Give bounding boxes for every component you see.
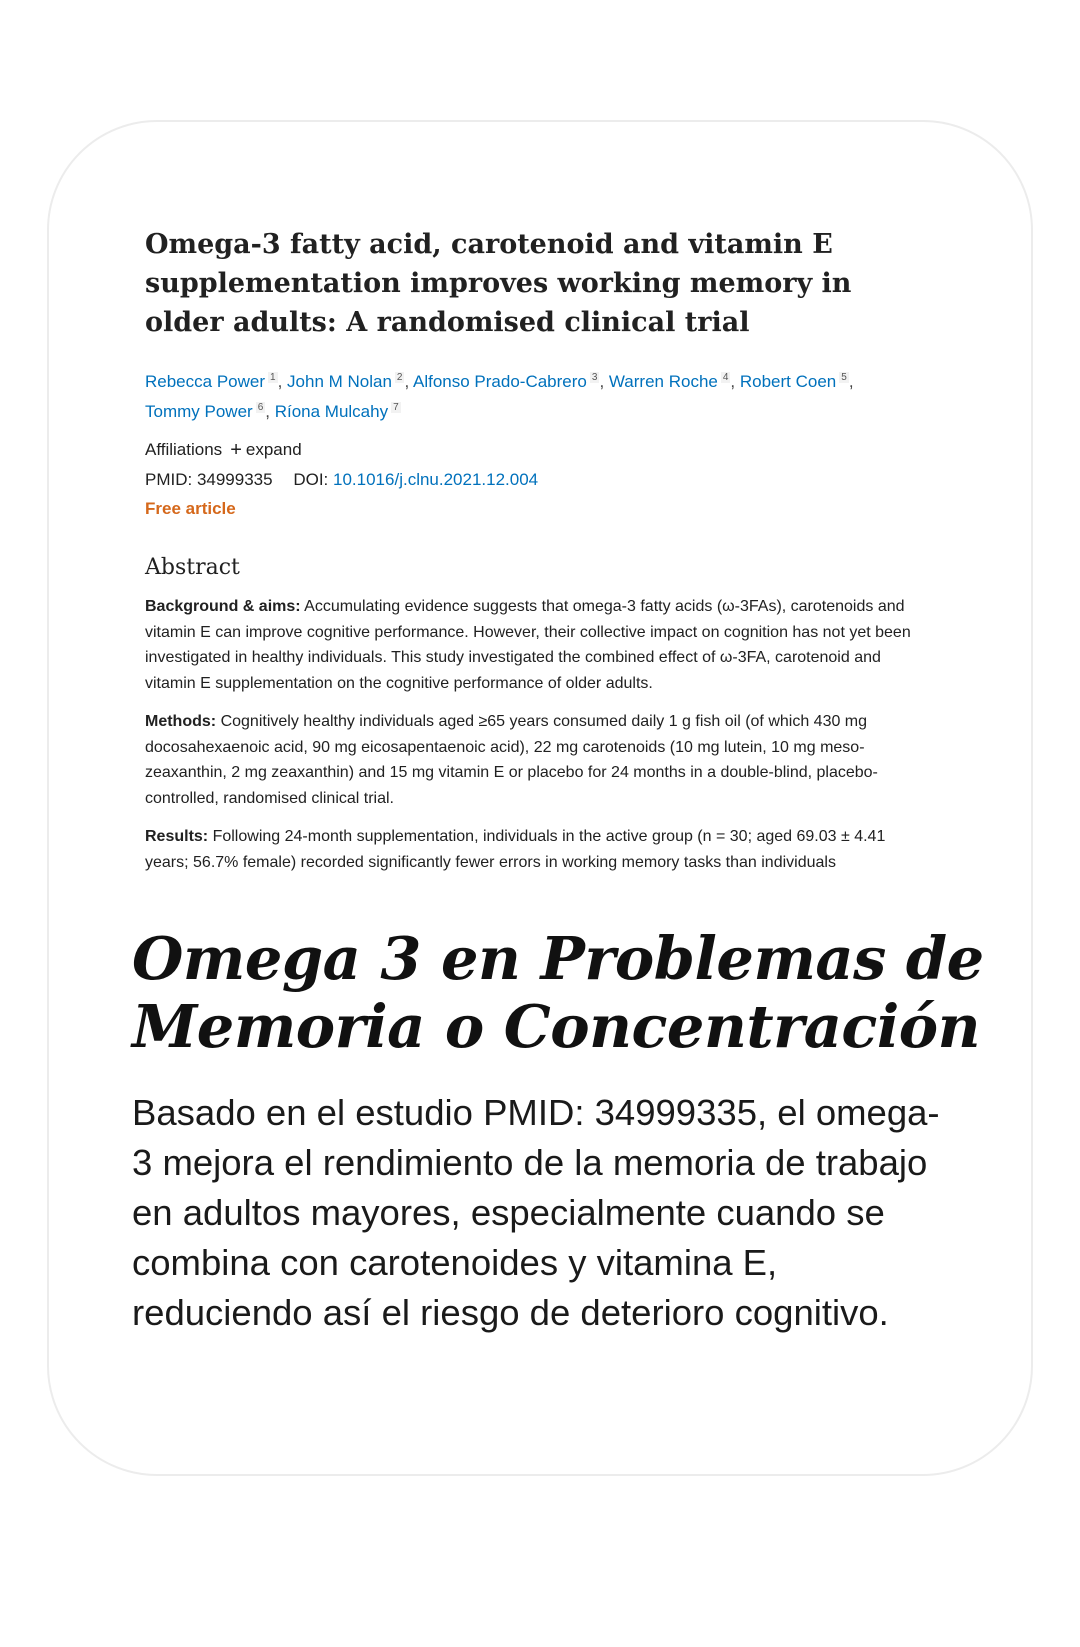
abstract-heading: Abstract <box>145 555 240 580</box>
expand-link[interactable]: expand <box>245 440 302 459</box>
author-link[interactable]: Rebecca Power <box>145 372 266 391</box>
author-link[interactable]: Alfonso Prado-Cabrero <box>413 372 587 391</box>
background-label: Background & aims: <box>145 598 301 615</box>
headline: Omega 3 en Problemas de Memoria o Concentración <box>132 924 984 1061</box>
affiliation-number[interactable]: 6 <box>257 402 264 413</box>
author-link[interactable]: Warren Roche <box>608 372 718 391</box>
author-link[interactable]: Ríona Mulcahy <box>274 402 389 421</box>
author-item <box>275 402 401 421</box>
affiliation-number[interactable]: 7 <box>393 402 399 413</box>
summary-text: Basado en el estudio PMID: 34999335, el omega-3 mejora el rendimiento de la memoria de trabajo en adultos mayores, especialmente cuando se combina con carotenoides y vitamina E, reduciendo así el riesgo de deterioro cognitivo. <box>132 1092 940 1333</box>
background-text: Accumulating evidence suggests that omega-3 fatty acids (ω-3FAs), carotenoids and vitamin E can improve cognitive performance. However, their collective impact on cognition has not yet been investigated in healthy individuals. This study investigated the combined effect of ω-3FA, carotenoid and vitamin E supplementation on the cognitive performance of older adults. <box>145 598 911 692</box>
author-link[interactable]: Tommy Power <box>145 402 253 421</box>
results-label: Results: <box>145 828 209 845</box>
author-item: Tommy Power $^6$ , <box>145 402 275 421</box>
abstract-results <box>145 824 925 875</box>
methods-label: Methods: <box>145 713 217 730</box>
affiliation-number[interactable]: 1 <box>270 372 276 383</box>
affiliations-row <box>145 435 935 465</box>
author-item: Rebecca Power $^1$ , <box>145 372 288 391</box>
identifiers-row <box>145 465 935 494</box>
pmid: PMID: 34999335 <box>145 470 273 489</box>
affiliation-number[interactable]: 2 <box>396 372 403 383</box>
affiliation-number[interactable]: 4 <box>722 372 729 383</box>
doi-label: DOI: <box>293 470 329 489</box>
abstract-methods <box>145 709 925 811</box>
methods-text: Cognitively healthy individuals aged ≥65 years consumed daily 1 g fish oil (of which 430 mg docosahexaenoic acid, 90 mg eicosapentaenoic acid), 22 mg carotenoids (10 mg lutein, 10 mg meso-zeaxanthin, 2 mg zeaxanthin) and 15 mg vitamin E or placebo for 24 months in a double-blind, placebo-controlled, randomised clinical trial. <box>145 713 878 807</box>
article-title: Omega-3 fatty acid, carotenoid and vitamin E supplementation improves working memory in older adults: A randomised clinical trial <box>145 229 852 338</box>
author-link[interactable]: John M Nolan <box>287 372 392 391</box>
affiliations-label: Affiliations <box>145 440 223 459</box>
results-text: Following 24-month supplementation, individuals in the active group (n = 30; aged 69.03 ± 4.41 years; 56.7% female) recorded significantly fewer errors in working memory tasks than individuals <box>145 828 886 871</box>
author-item: Alfonso Prado-Cabrero $^3$ , <box>413 372 609 391</box>
author-item: Warren Roche $^4$ , <box>608 372 740 391</box>
author-item: John M Nolan $^2$ , <box>287 372 413 391</box>
article-snippet <box>145 225 935 888</box>
free-article-badge[interactable]: Free article <box>145 499 236 518</box>
doi-link[interactable]: 10.1016/j.clnu.2021.12.004 <box>333 470 539 489</box>
author-item: Robert Coen $^5$ , <box>739 372 854 391</box>
author-list <box>145 365 935 425</box>
plus-icon[interactable]: + <box>230 439 242 461</box>
affiliation-number[interactable]: 3 <box>591 372 598 383</box>
affiliation-number[interactable]: 5 <box>841 372 847 383</box>
author-link[interactable]: Robert Coen <box>739 372 837 391</box>
abstract-background <box>145 594 925 696</box>
